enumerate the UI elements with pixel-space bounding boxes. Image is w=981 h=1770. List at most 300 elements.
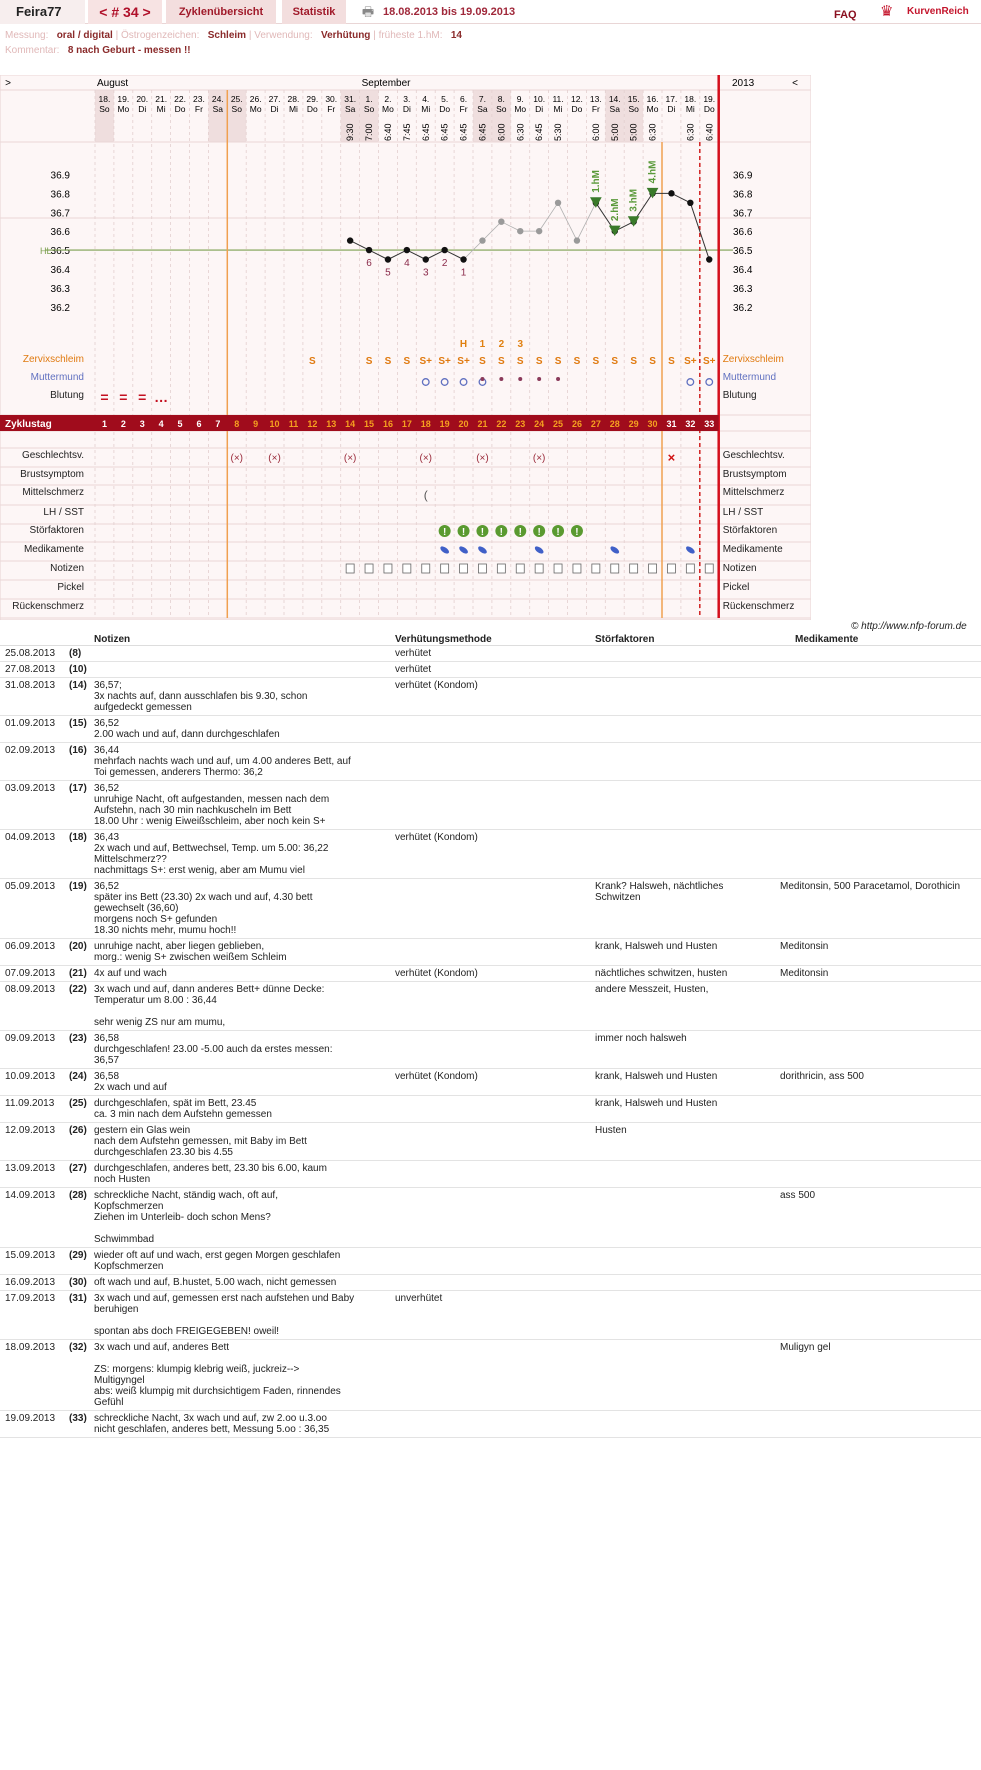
date-label: 5. [441, 94, 449, 104]
note-date: 01.09.2013 [5, 718, 56, 729]
row-label-meds: Medikamente [23, 544, 84, 555]
note-icon [649, 564, 657, 573]
note-cycle-day: (32) [69, 1342, 87, 1353]
weekday-label: Mi [685, 104, 695, 114]
header-disturb: Störfaktoren [595, 634, 655, 645]
printer-icon[interactable]: 🖶 [361, 4, 375, 19]
weekday-label: So [99, 104, 110, 114]
y-tick-label-left: 36.2 [50, 302, 70, 314]
disturb-icon-glyph: ! [518, 527, 522, 538]
note-cycle-day: (22) [69, 984, 87, 995]
note-date: 06.09.2013 [5, 941, 56, 952]
usage-value: Verhütung [320, 30, 371, 41]
table-row [0, 662, 981, 678]
temperature-point [460, 256, 466, 262]
mucus-mark: S [573, 356, 581, 367]
row-label-right-intercourse: Geschlechtsv. [722, 450, 785, 461]
note-cycle-day: (14) [69, 680, 87, 691]
temperature-point [385, 256, 391, 262]
date-label: 1. [365, 94, 373, 104]
note-date: 05.09.2013 [5, 881, 56, 892]
note-text: 36,52 2.00 wach und auf, dann durchgeschlafen [94, 718, 280, 740]
measure-time: 6:30 [647, 123, 658, 141]
mucus-mark: S [384, 356, 392, 367]
note-text: 3x wach und auf, anderes Bett ZS: morgens: klumpig klebrig weiß, juckreiz--> Multigyngel abs: weiß klumpig mit durchsichtigem Faden, rinnendes Gefühl [94, 1342, 341, 1408]
row-label-right-meds: Medikamente [722, 544, 783, 555]
weekday-label: Mo [646, 104, 659, 114]
peak-label: 2 [498, 339, 505, 350]
notes-table [0, 633, 981, 1438]
weekday-label: So [628, 104, 639, 114]
note-text: wieder oft auf und wach, erst gegen Morgen geschlafen Kopfschmerzen [94, 1250, 341, 1272]
intercourse-mark: (×) [476, 453, 489, 464]
note-icon [686, 564, 694, 573]
note-cycle-day: (25) [69, 1098, 87, 1109]
measure-time: 6:45 [458, 123, 469, 141]
note-medication: ass 500 [780, 1190, 816, 1201]
y-tick-label-right: 36.2 [733, 302, 753, 314]
y-tick-label-left: 36.8 [50, 189, 70, 201]
tab-cycle-overview[interactable]: Zyklenübersicht [166, 0, 276, 24]
y-tick-label-right: 36.4 [733, 264, 753, 276]
note-cycle-day: (24) [69, 1071, 87, 1082]
table-row [0, 939, 981, 966]
table-row [0, 1275, 981, 1291]
cycle-day-number: 22 [496, 419, 507, 429]
note-text: 4x auf und wach [94, 968, 167, 979]
note-cycle-day: (20) [69, 941, 87, 952]
cycle-day-number: 1 [101, 419, 107, 429]
cycle-day-number: 16 [382, 419, 393, 429]
note-text: 36,43 2x wach und auf, Bettwechsel, Temp. um 5.00: 36,22 Mittelschmerz?? nachmittags S+: erst wenig, aber am Mumu viel [94, 832, 329, 876]
measure-time: 5:00 [628, 123, 639, 141]
mucus-mark: S [516, 356, 524, 367]
cycle-day-number: 24 [534, 419, 545, 429]
mucus-mark: S [309, 356, 316, 367]
y-tick-label-left: 36.7 [50, 208, 70, 220]
earliest-label: früheste 1.hM: [378, 30, 443, 41]
note-disturb: Husten [595, 1125, 627, 1136]
date-label: 3. [403, 94, 411, 104]
note-method: unverhütet [395, 1293, 443, 1304]
mucus-mark: S [403, 356, 411, 367]
row-label-right-cervix: Muttermund [722, 372, 777, 383]
note-disturb: Krank? Halsweh, nächtliches Schwitzen [595, 881, 724, 903]
measure-time: 9:30 [345, 123, 356, 141]
measurement-info: Messung: oral / digital | Östrogenzeichen: Schleim | Verwendung: Verhütung | früheste 1.hM: 14 [5, 30, 462, 41]
note-icon [460, 564, 468, 573]
row-label-cervix: Muttermund [30, 372, 84, 383]
bleeding-mark: = [119, 389, 128, 405]
note-date: 11.09.2013 [5, 1098, 55, 1109]
date-label: 8. [497, 94, 505, 104]
intercourse-mark: (×) [532, 453, 546, 464]
note-icon [573, 564, 581, 573]
note-text: 3x wach und auf, dann anderes Bett+ dünne Decke: Temperatur um 8.00 : 36,44 sehr wenig ZS nur am mumu, [94, 984, 325, 1028]
weekday-label: Mi [156, 104, 166, 114]
cycle-day-number: 10 [269, 419, 280, 429]
date-label: 7. [478, 94, 486, 104]
estrogen-value: Schleim [207, 30, 247, 41]
peak-label: H [459, 339, 468, 350]
cycle-day-number: 26 [571, 419, 582, 429]
note-cycle-day: (23) [69, 1033, 87, 1044]
date-label: 12. [571, 94, 583, 104]
cycle-day-number: 33 [704, 419, 715, 429]
note-disturb: krank, Halsweh und Husten [595, 1098, 718, 1109]
date-label: 17. [665, 94, 678, 104]
date-label: 31. [344, 94, 357, 104]
note-cycle-day: (15) [69, 718, 87, 729]
top-bar [0, 0, 981, 24]
table-row [0, 982, 981, 1031]
notes-table-body [0, 646, 981, 1438]
note-date: 02.09.2013 [5, 745, 56, 756]
high-label: 2.hM [609, 198, 621, 222]
cycle-day-number: 6 [196, 419, 202, 429]
note-method: verhütet (Kondom) [395, 832, 478, 843]
faq-link[interactable]: FAQ [834, 9, 857, 21]
note-text: 36,52 unruhige Nacht, oft aufgestanden, messen nach dem Aufstehn, nach 30 min nachkuscheln im Bett 18.00 Uhr : wenig Eiweißschleim, aber noch kein S+ [94, 783, 330, 827]
temperature-point [687, 200, 693, 206]
date-label: 13. [589, 94, 602, 104]
cycle-day-number: 19 [439, 419, 450, 429]
temperature-point [498, 219, 504, 225]
temperature-point [517, 228, 523, 234]
row-label-mucus: Zervixschleim [22, 354, 84, 365]
comment-value: 8 nach Geburt - messen !! [67, 45, 191, 56]
measure-time: 6:00 [496, 123, 507, 141]
temperature-point [404, 247, 410, 253]
note-cycle-day: (27) [69, 1163, 87, 1174]
note-icon [611, 564, 619, 573]
cycle-navigator[interactable]: < # 34 > [88, 0, 162, 24]
weekday-label: Mo [249, 104, 262, 114]
note-medication: dorithricin, ass 500 [780, 1071, 864, 1082]
note-text: 3x wach und auf, gemessen erst nach aufstehen und Baby beruhigen spontan abs doch FREIGEGEBEN! oweil! [94, 1293, 355, 1337]
note-method: verhütet (Kondom) [395, 1071, 478, 1082]
temperature-point [536, 228, 542, 234]
table-row [0, 1069, 981, 1096]
mucus-mark: S+ [702, 356, 716, 367]
month-label: August [97, 78, 129, 89]
temperature-point [574, 237, 580, 243]
mucus-mark: S [668, 356, 675, 367]
temperature-point [441, 247, 447, 253]
note-text: durchgeschlafen, anderes bett, 23.30 bis 6.00, kaum noch Husten [94, 1163, 327, 1185]
month-label: September [361, 78, 411, 89]
row-label-disturb: Störfaktoren [29, 525, 84, 536]
header-medication: Medikamente [795, 634, 859, 645]
cycle-day-number: 12 [307, 419, 318, 429]
weekday-label: Sa [212, 104, 224, 114]
measure-time: 5:30 [553, 123, 564, 141]
mucus-mark: S [630, 356, 637, 367]
weekday-label: Di [535, 104, 544, 114]
row-label-mittelschmerz: Mittelschmerz [22, 487, 84, 498]
y-tick-label-left: 36.6 [50, 227, 70, 239]
intercourse-mark: (×) [268, 453, 281, 464]
row-label-right-bleeding: Blutung [722, 390, 757, 401]
cervix-dot-mark [556, 377, 560, 381]
y-tick-label-right: 36.7 [733, 208, 753, 220]
intercourse-mark: (×) [419, 453, 432, 464]
note-disturb: krank, Halsweh und Husten [595, 941, 718, 952]
cycle-day-number: 2 [120, 419, 126, 429]
measure-time: 6:30 [515, 123, 526, 141]
date-label: 26. [249, 94, 262, 104]
low-label: 2 [441, 258, 448, 270]
note-date: 31.08.2013 [5, 680, 56, 691]
cycle-day-number: 21 [477, 419, 488, 429]
low-label: 1 [460, 267, 467, 279]
note-text: 36,58 durchgeschlafen! 23.00 -5.00 auch da erstes messen: 36,57 [94, 1033, 333, 1066]
date-label: 4. [422, 94, 430, 104]
mucus-mark: S [479, 356, 486, 367]
date-label: 23. [193, 94, 205, 104]
note-date: 07.09.2013 [5, 968, 56, 979]
cycle-day-number: 4 [158, 419, 164, 429]
cycle-day-number: 30 [647, 419, 658, 429]
weekday-label: Do [174, 104, 186, 114]
y-tick-label-right: 36.9 [733, 170, 753, 182]
cycle-day-number: 27 [590, 419, 601, 429]
temperature-point [555, 200, 561, 206]
cycle-day-number: 15 [364, 419, 375, 429]
note-date: 18.09.2013 [5, 1342, 56, 1353]
mittelschmerz-mark: ( [423, 488, 428, 502]
note-icon [516, 564, 524, 573]
measure-time: 6:40 [382, 123, 393, 141]
note-cycle-day: (17) [69, 783, 87, 794]
mucus-mark: S+ [457, 356, 470, 367]
cycle-day-number: 32 [685, 419, 696, 429]
table-row [0, 1248, 981, 1275]
note-date: 15.09.2013 [5, 1250, 56, 1261]
note-method: verhütet [395, 648, 432, 659]
note-cycle-day: (21) [69, 968, 87, 979]
temperature-point [366, 247, 372, 253]
disturb-icon-glyph: ! [442, 527, 447, 538]
measure-time: 7:45 [401, 123, 412, 141]
note-date: 03.09.2013 [5, 783, 56, 794]
date-label: 28. [287, 94, 300, 104]
note-disturb: krank, Halsweh und Husten [595, 1071, 718, 1082]
mucus-mark: S+ [438, 356, 451, 367]
note-cycle-day: (29) [69, 1250, 87, 1261]
chart-background [0, 75, 811, 620]
note-icon [705, 564, 713, 573]
low-label: 5 [385, 267, 391, 279]
date-label: 15. [627, 94, 640, 104]
measure-time: 6:45 [534, 123, 545, 141]
low-label: 6 [366, 258, 372, 270]
measure-label: Messung: [5, 30, 49, 41]
note-text: durchgeschlafen, spät im Bett, 23.45 ca. 3 min nach dem Aufstehn gemessen [94, 1098, 272, 1120]
note-icon [497, 564, 505, 573]
note-cycle-day: (33) [69, 1413, 87, 1424]
note-method: verhütet (Kondom) [395, 968, 478, 979]
weekday-label: Mi [553, 104, 563, 114]
table-row [0, 646, 981, 662]
date-label: 18. [98, 94, 111, 104]
row-label-right-pimple: Pickel [722, 582, 750, 593]
mucus-mark: S+ [684, 356, 697, 367]
row-label-backpain: Rückenschmerz [12, 601, 84, 612]
coverline-label: HL [40, 246, 52, 257]
table-row [0, 743, 981, 781]
brand-logo[interactable]: KurvenReich [907, 6, 969, 17]
weekday-label: So [363, 104, 375, 114]
weekday-label: Di [270, 104, 279, 114]
row-label-right-disturb: Störfaktoren [722, 525, 778, 536]
note-icon [535, 564, 543, 573]
temperature-point [479, 237, 485, 243]
cycle-day-number: 28 [609, 419, 620, 429]
note-date: 25.08.2013 [5, 648, 56, 659]
weekday-label: Do [571, 104, 583, 114]
high-label: 4.hM [647, 160, 659, 184]
row-label-right-breast: Brustsymptom [722, 469, 787, 480]
weekday-label: Sa [609, 104, 620, 114]
measure-time: 6:45 [477, 123, 488, 141]
cycle-day-number: 13 [326, 419, 337, 429]
date-label: 9. [516, 94, 524, 104]
bleeding-mark: = [138, 389, 147, 405]
note-cycle-day: (26) [69, 1125, 87, 1136]
cycle-day-number: 29 [628, 419, 639, 429]
temperature-point [423, 256, 429, 262]
note-date: 27.08.2013 [5, 664, 56, 675]
mucus-mark: S [592, 356, 600, 367]
table-row [0, 1096, 981, 1123]
date-label: 30. [325, 94, 338, 104]
y-tick-label-left: 36.3 [50, 283, 70, 295]
date-label: 6. [460, 94, 468, 104]
cervix-dot-mark [499, 377, 503, 381]
mucus-mark: S [554, 356, 562, 367]
note-date: 09.09.2013 [5, 1033, 56, 1044]
note-icon [441, 564, 449, 573]
weekday-label: So [496, 104, 507, 114]
note-cycle-day: (30) [69, 1277, 87, 1288]
weekday-label: Fr [591, 104, 600, 114]
note-date: 10.09.2013 [5, 1071, 56, 1082]
note-icon [346, 564, 354, 573]
low-label: 3 [422, 267, 429, 279]
peak-label: 1 [479, 339, 486, 350]
y-tick-label-left: 36.4 [50, 264, 70, 276]
table-row [0, 879, 981, 939]
date-label: 11. [552, 94, 564, 104]
date-label: 29. [306, 94, 319, 104]
notes-table-header [0, 633, 981, 646]
weekday-label: Mo [117, 104, 130, 114]
note-text: 36,44 mehrfach nachts wach und auf, um 4.00 anderes Bett, auf Toi gemessen, anderers Thermo: 36,2 [94, 745, 351, 778]
row-label-cycleday: Zyklustag [5, 419, 52, 430]
mucus-mark: S [611, 356, 619, 367]
cycle-day-number: 14 [345, 419, 356, 429]
year-label: 2013 [732, 78, 755, 89]
note-method: verhütet (Kondom) [395, 680, 478, 691]
measure-time: 5:00 [609, 123, 620, 141]
row-label-right-backpain: Rückenschmerz [722, 601, 795, 612]
note-text: unruhige nacht, aber liegen geblieben, morg.: wenig S+ zwischen weißem Schleim [94, 941, 287, 963]
note-icon [667, 564, 675, 573]
measure-value: oral / digital [56, 30, 113, 41]
cycle-day-number: 23 [515, 419, 526, 429]
nav-left-button: > [5, 78, 11, 89]
note-medication: Muligyn gel [780, 1342, 831, 1353]
note-icon [630, 564, 638, 573]
measure-time: 6:40 [704, 123, 715, 141]
disturb-icon-glyph: ! [537, 527, 541, 538]
note-icon [384, 564, 392, 573]
row-label-intercourse: Geschlechtsv. [21, 450, 84, 461]
date-label: 10. [533, 94, 546, 104]
date-label: 27. [268, 94, 281, 104]
row-label-right-mittelschmerz: Mittelschmerz [722, 487, 785, 498]
note-date: 19.09.2013 [5, 1413, 56, 1424]
note-date: 17.09.2013 [5, 1293, 56, 1304]
cycle-day-number: 25 [553, 419, 564, 429]
note-text: 36,52 später ins Bett (23.30) 2x wach und auf, 4.30 bett gewechselt (36,60) morgens noch S+ gefunden 18.30 nichts mehr, mumu hoch!! [94, 881, 313, 936]
cervix-dot-mark [480, 377, 484, 381]
mucus-mark: S+ [419, 356, 433, 367]
table-row [0, 716, 981, 743]
note-disturb: andere Messzeit, Husten, [595, 984, 709, 995]
row-label-lh: LH / SST [43, 507, 84, 518]
date-label: 2. [384, 94, 392, 104]
date-label: 24. [211, 94, 224, 104]
note-date: 12.09.2013 [5, 1125, 56, 1136]
cycle-day-number: 20 [458, 419, 469, 429]
comment-info [5, 45, 191, 56]
comment-label: Kommentar: [5, 45, 60, 56]
high-label: 1.hM [590, 170, 602, 193]
nav-right-button: < [792, 78, 798, 89]
cycle-day-number: 17 [401, 419, 412, 429]
cycle-day-number: 8 [234, 419, 240, 429]
note-medication: Meditonsin [780, 941, 829, 952]
username: Feira77 [0, 0, 85, 24]
header-notes: Notizen [94, 634, 131, 645]
row-label-breast: Brustsymptom [20, 469, 84, 480]
weekday-label: Sa [477, 104, 488, 114]
date-label: 25. [230, 94, 243, 104]
date-label: 21. [155, 94, 168, 104]
disturb-icon-glyph: ! [461, 527, 466, 538]
row-label-pimple: Pickel [57, 582, 84, 593]
note-icon [592, 564, 600, 573]
table-row [0, 1291, 981, 1340]
mucus-mark: S [498, 356, 505, 367]
intercourse-mark: (×) [230, 453, 243, 464]
weekday-label: Mo [382, 104, 394, 114]
temperature-point [347, 237, 353, 243]
date-label: 14. [608, 94, 621, 104]
note-icon [554, 564, 562, 573]
weekday-label: Fr [327, 104, 336, 114]
weekday-label: Sa [344, 104, 356, 114]
tab-statistics[interactable]: Statistik [282, 0, 346, 24]
weekday-label: Fr [194, 104, 203, 114]
note-date: 16.09.2013 [5, 1277, 56, 1288]
cervix-dot-mark [518, 377, 522, 381]
table-row [0, 781, 981, 830]
y-tick-label-right: 36.6 [733, 227, 753, 239]
disturb-icon-glyph: ! [480, 527, 485, 538]
